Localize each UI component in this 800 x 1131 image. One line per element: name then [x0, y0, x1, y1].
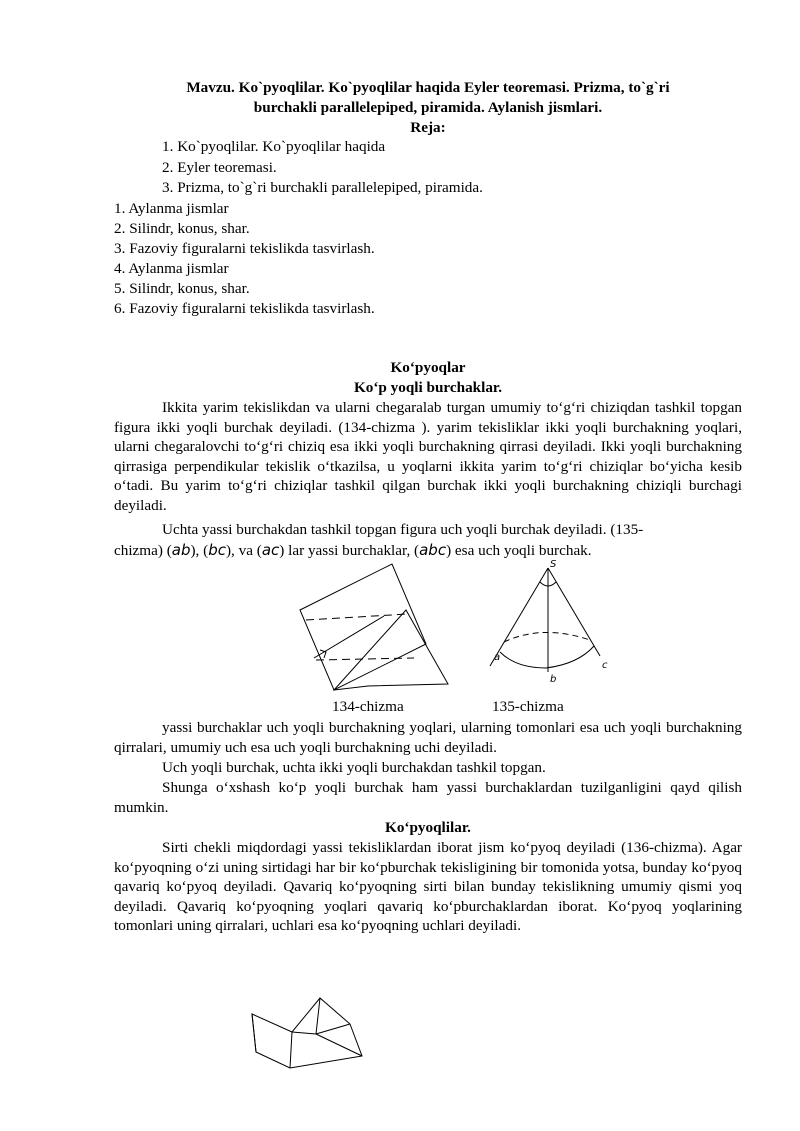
figure-134-dashed-line-bottom [316, 658, 414, 660]
figure-136-edge [316, 998, 320, 1034]
figure-135-caption: 135-chizma [492, 698, 564, 715]
figure-135-label-c: c [602, 660, 608, 671]
text-fragment: ), ( [190, 542, 209, 559]
section-title-kopyoqlilar: Ko‘pyoqlilar. [385, 819, 471, 836]
figure-134-dihedral-angle [296, 562, 456, 692]
text-fragment: chizma) ( [114, 542, 172, 559]
math-ab: ab [171, 541, 191, 559]
paragraph-1 [114, 398, 742, 516]
figure-136-edge [292, 1032, 316, 1034]
plan-title: Reja: [410, 119, 446, 136]
figure-136-polyhedron [250, 994, 370, 1074]
paragraph-1-text: Ikkita yarim tekislikdan va ularni chegaralab turgan umumiy to‘g‘ri chiziqdan tashkil topgan figura ikki yoqli burchak deyiladi. (134-chizma ). yarim tekisliklar ikki yoqli burchakning yoqlari, ularni chegaralovchi to‘g‘ri chiziq esa ikki yoqli burchakning qirrasi deyiladi. Ikki yoqli burchakning qirrasiga perpendikular tekislik o‘tkazilsa, u yoqlarni ikkita yarim to‘g‘ri chiziqlar bo‘yicha kesib o‘tadi. Bu yarim to‘g‘ri chiziqlar tashkil qilgan burchak ikki yoqli burchakning chiziqli burchagi deyiladi. [114, 399, 742, 514]
section-subtitle-kop-yoqli-burchaklar: Ko‘p yoqli burchaklar. [353, 379, 503, 396]
figure-136-edge [290, 1032, 292, 1068]
paragraph-6-text: Sirti chekli miqdordagi yassi tekisliklardan iborat jism ko‘pyoq deyiladi (136-chizma). Agar ko‘pyoqning o‘zi uning sirtidagi har bir ko‘pburchak tekisligining bir tomonida yotsa, bunday ko‘pyoq qavariq ko‘pyoq deyiladi. Qavariq ko‘pyoqning sirti bilan bunday tekislikning umumiy qismi yoq deyiladi. Qavariq ko‘pyoqning yoqlari qavariq ko‘pburchaklardan iborat. Ko‘pyoq yoqlarining tomonlari uning qirralari, uchlari esa ko‘pyoqning uchlari deyiladi. [114, 839, 742, 935]
paragraph-2-line-1: Uchta yassi burchakdan tashkil topgan figura uch yoqli burchak deyiladi. (135- [162, 521, 644, 538]
figure-136-edge [252, 1014, 256, 1052]
plan-item-indented-3: 3. Prizma, to`g`ri burchakli parallelepiped, piramida. [162, 179, 483, 196]
figure-135-label-b: b [550, 674, 557, 685]
figure-136-edge [316, 1024, 350, 1034]
paragraph-5 [114, 778, 742, 817]
plan-item-1: 1. Aylanma jismlar [114, 200, 229, 217]
figure-134-dashed-line-top [306, 614, 408, 620]
plan-item-3: 3. Fazoviy figuralarni tekislikda tasvirlash. [114, 240, 375, 257]
paragraph-2 [114, 520, 742, 540]
plan-item-2: 2. Silindr, konus, shar. [114, 220, 250, 237]
paragraph-3-text: yassi burchaklar uch yoqli burchakning yoqlari, ularning tomonlari esa uch yoqli burchakning qirralari, umumiy uch esa uch yoqli burchakning uchi deyiladi. [114, 719, 742, 756]
plan-item-indented-2: 2. Eyler teoremasi. [162, 159, 277, 176]
paragraph-5-text: Shunga o‘xshash ko‘p yoqli burchak ham yassi burchaklardan tuzilganligini qayd qilish mumkin. [114, 779, 742, 816]
math-abc: abc [419, 541, 447, 559]
paragraph-2-line-2 [114, 541, 592, 561]
section-title-kopyoqlar: Ko‘pyoqlar [390, 359, 466, 376]
text-fragment: ), va ( [225, 542, 262, 559]
document-title-line-1: Mavzu. Ko`pyoqlilar. Ko`pyoqlilar haqida Eyler teoremasi. Prizma, to`g`ri [186, 79, 670, 96]
math-ac: ac [261, 541, 280, 559]
figure-135-label-a: a [494, 652, 501, 663]
math-bc: bc [208, 541, 226, 559]
figure-135-arc-front [500, 646, 594, 668]
plan-item-indented-1: 1. Ko`pyoqlilar. Ko`pyoqlilar haqida [162, 138, 386, 155]
figure-135-edge-c [548, 568, 600, 656]
figure-135-label-s: S [550, 559, 557, 570]
figure-134-plane-upper [300, 564, 426, 690]
figure-134-plane-lower [334, 610, 448, 690]
paragraph-4 [114, 758, 742, 778]
figure-134-caption: 134-chizma [332, 698, 404, 715]
plan-item-5: 5. Silindr, konus, shar. [114, 280, 250, 297]
document-title-line-2: burchakli parallelepiped, piramida. Aylanish jismlari. [253, 99, 603, 116]
plan-item-6: 6. Fazoviy figuralarni tekislikda tasvirlash. [114, 300, 375, 317]
paragraph-6 [114, 838, 742, 936]
paragraph-4-text: Uch yoqli burchak, uchta ikki yoqli burchakdan tashkil topgan. [162, 759, 546, 776]
figure-135-arc-back [504, 632, 590, 642]
plan-item-4: 4. Aylanma jismlar [114, 260, 229, 277]
text-fragment: ) esa uch yoqli burchak. [446, 542, 592, 559]
figure-135-trihedral-angle [486, 560, 626, 690]
paragraph-3 [114, 718, 742, 757]
text-fragment: ) lar yassi burchaklar, ( [279, 542, 420, 559]
